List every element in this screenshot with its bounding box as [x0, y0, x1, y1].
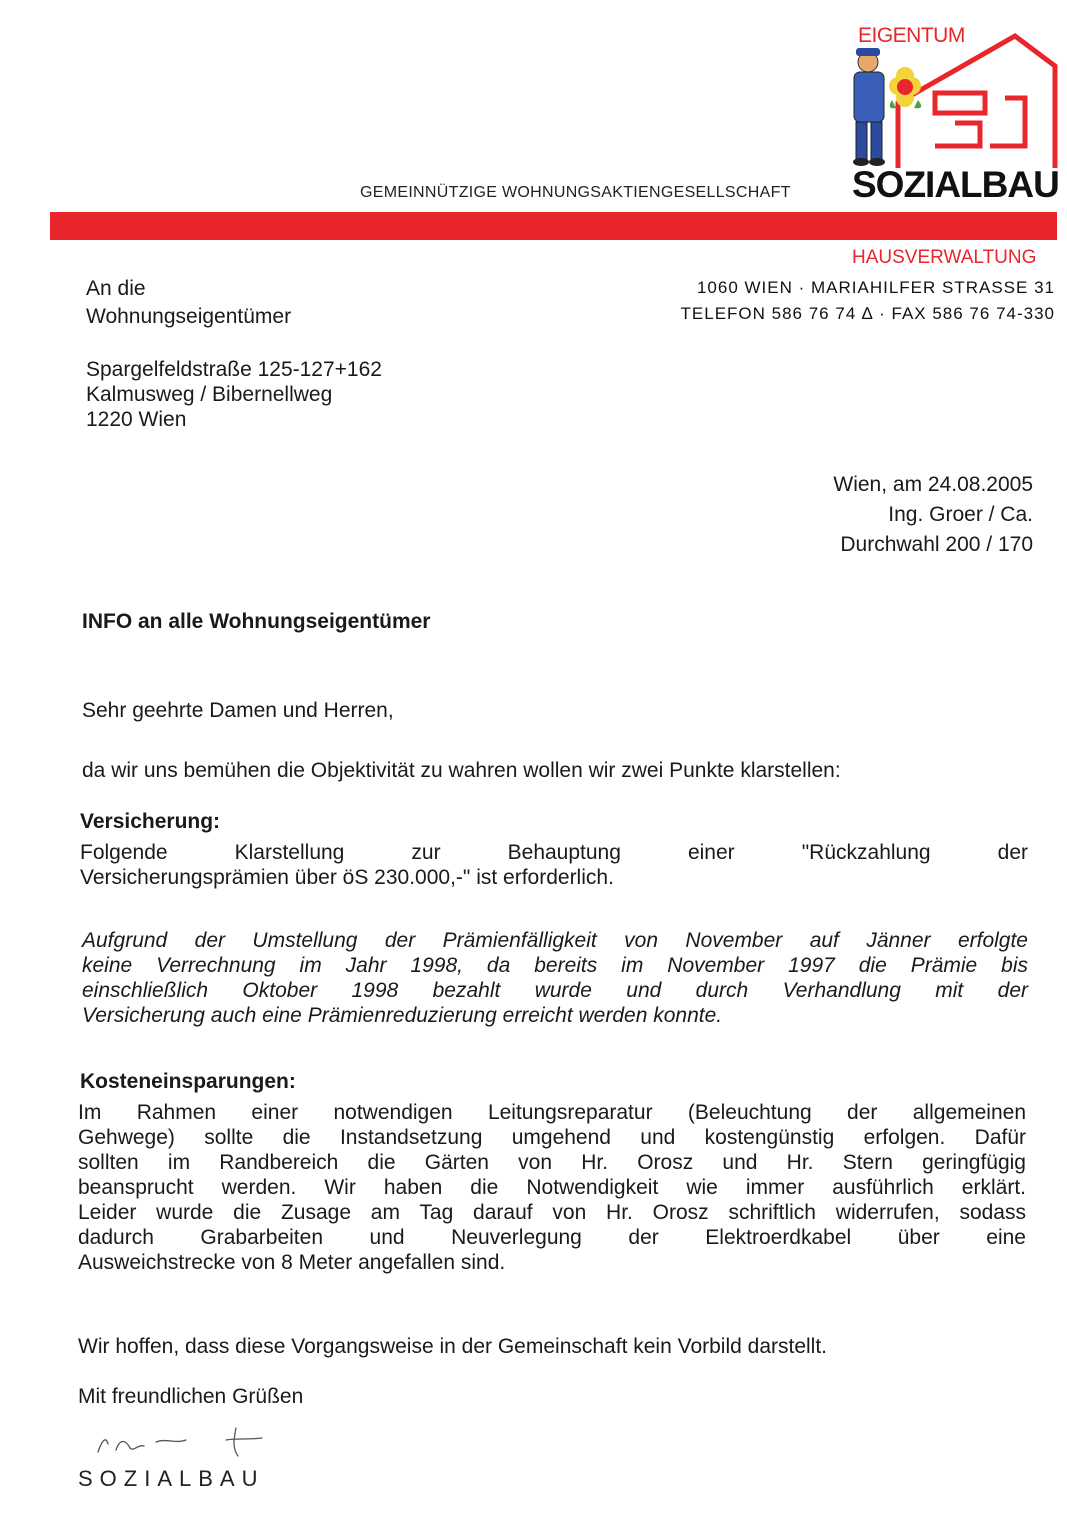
text-line: Folgende Klarstellung zur Behauptung einer "Rückzahlung der: [80, 841, 1028, 864]
intro-paragraph: da wir uns bemühen die Objektivität zu wahren wollen wir zwei Punkte klarstellen:: [82, 759, 841, 782]
handwritten-signature: [86, 1422, 286, 1462]
text-line: Versicherungsprämien über öS 230.000,-" ist erforderlich.: [80, 866, 614, 889]
logo-wordmark: SOZIALBAU: [852, 164, 1059, 205]
text-line: Leider wurde die Zusage am Tag darauf von Hr. Orosz schriftlich widerrufen, sodass: [78, 1201, 1026, 1224]
section-kosteneinsparungen-text: [78, 1100, 1026, 1275]
section-versicherung-explanation: [82, 928, 1028, 1028]
sender-phone-fax: TELEFON 586 76 74 ∆ · FAX 586 76 74-330: [680, 304, 1055, 323]
section-heading-kosteneinsparungen: Kosteneinsparungen:: [80, 1070, 296, 1093]
recipient-city: 1220 Wien: [86, 408, 187, 431]
recipient-street: Spargelfeldstraße 125-127+162: [86, 358, 382, 381]
recipient-street-2: Kalmusweg / Bibernellweg: [86, 383, 333, 406]
text-line: sollten im Randbereich die Gärten von Hr. Orosz und Hr. Stern geringfügig: [78, 1151, 1026, 1174]
signature-company-name: SOZIALBAU: [78, 1466, 265, 1491]
text-line: beansprucht werden. Wir haben die Notwendigkeit wie immer ausführlich erklärt.: [78, 1176, 1026, 1199]
text-line: keine Verrechnung im Jahr 1998, da bereits im November 1997 die Prämie bis: [82, 954, 1028, 977]
letter-subject: INFO an alle Wohnungseigentümer: [82, 610, 431, 633]
date-reference-block: [833, 470, 1033, 560]
letter-extension: Durchwahl 200 / 170: [840, 533, 1033, 556]
section-versicherung-text: [80, 840, 1028, 890]
text-line: dadurch Grabarbeiten und Neuverlegung der Elektroerdkabel über eine: [78, 1226, 1026, 1249]
sender-address: 1060 WIEN · MARIAHILFER STRASSE 31: [696, 278, 1055, 297]
text-line: Gehwege) sollte die Instandsetzung umgehend und kostengünstig erfolgen. Dafür: [78, 1126, 1026, 1149]
text-line: Ausweichstrecke von 8 Meter angefallen sind.: [78, 1251, 506, 1274]
header-divider-bar: [50, 212, 1057, 240]
salutation: Sehr geehrte Damen und Herren,: [82, 699, 394, 722]
letter-date: Wien, am 24.08.2005: [833, 473, 1033, 496]
section-heading-versicherung: Versicherung:: [80, 810, 221, 833]
closing-greeting: Mit freundlichen Grüßen: [78, 1385, 304, 1408]
sozialbau-logo-graphic: [840, 28, 1060, 178]
department-label: HAUSVERWALTUNG: [852, 247, 1037, 268]
recipient-line-1: An die: [86, 277, 146, 300]
text-line: einschließlich Oktober 1998 bezahlt wurde und durch Verhandlung mit der: [82, 979, 1028, 1002]
logo-top-text: EIGENTUM: [858, 24, 965, 47]
closing-remark: Wir hoffen, dass diese Vorgangsweise in der Gemeinschaft kein Vorbild darstellt.: [78, 1335, 828, 1358]
company-name: GEMEINNÜTZIGE WOHNUNGSAKTIENGESELLSCHAFT: [360, 184, 791, 201]
letter-reference: Ing. Groer / Ca.: [888, 503, 1033, 526]
text-line: Im Rahmen einer notwendigen Leitungsreparatur (Beleuchtung der allgemeinen: [78, 1101, 1026, 1124]
text-line: Versicherung auch eine Prämienreduzierung erreicht werden konnte.: [82, 1004, 723, 1027]
recipient-line-2: Wohnungseigentümer: [86, 305, 292, 328]
text-line: Aufgrund der Umstellung der Prämienfälligkeit von November auf Jänner erfolgte: [82, 929, 1028, 952]
